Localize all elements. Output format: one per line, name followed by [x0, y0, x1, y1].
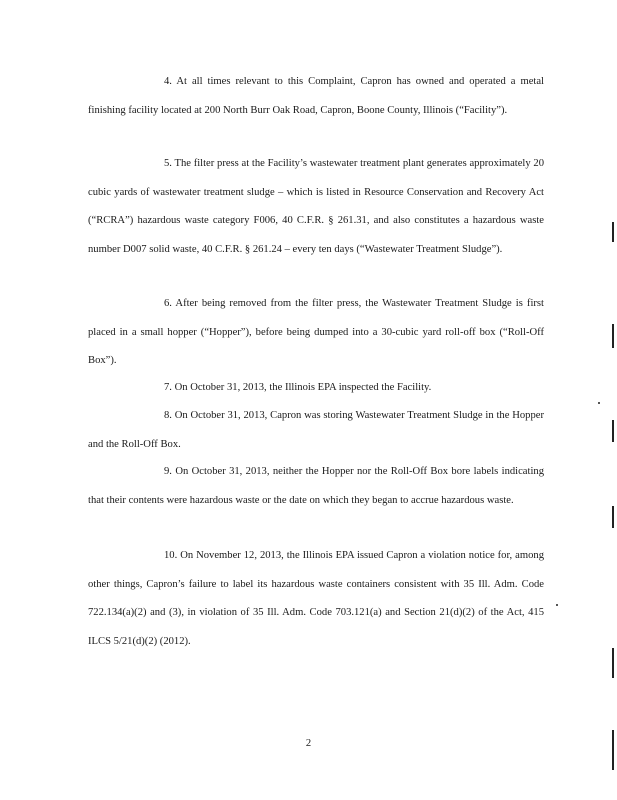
paragraph-number: 4. [164, 76, 172, 87]
paragraph-7 [88, 374, 544, 403]
page-number: 2 [305, 738, 312, 749]
paragraph-number: 8. [164, 410, 172, 421]
scan-margin-mark [612, 506, 614, 528]
paragraph-text: On October 31, 2013, the Illinois EPA inspected the Facility. [174, 382, 432, 393]
scan-margin-mark [612, 222, 614, 242]
paragraph-text: At all times relevant to this Complaint, Capron has owned and operated a metal finishing facility located at 200 North Burr Oak Road, Capron, Boone County, Illinois (“Facility”). [88, 76, 544, 116]
paragraph-text: After being removed from the filter press, the Wastewater Treatment Sludge is first placed in a small hopper (“Hopper”), before being dumped into a 30-cubic yard roll-off box (“Roll-Off Box”). [88, 298, 544, 367]
scan-margin-mark [612, 730, 614, 770]
paragraph-number: 7. [164, 382, 172, 393]
scan-margin-mark [612, 648, 614, 678]
paragraph-4 [88, 68, 544, 125]
paragraph-text: On November 12, 2013, the Illinois EPA issued Capron a violation notice for, among other things, Capron’s failure to label its hazardous waste containers consistent with 35 Ill. Adm. Code 722.134(a)(2) and (3), in violation of 35 Ill. Adm. Code 703.121(a) and Section 21(d)(2) of the Act, 415 ILCS 5/21(d)(2) (2012). [88, 550, 544, 647]
scan-margin-mark [612, 324, 614, 348]
paragraph-8 [88, 402, 544, 459]
paragraph-text: On October 31, 2013, Capron was storing Wastewater Treatment Sludge in the Hopper and the Roll-Off Box. [88, 410, 544, 450]
paragraph-10 [88, 542, 544, 656]
scan-speck [556, 604, 558, 606]
paragraph-number: 10. [164, 550, 178, 561]
scan-speck [598, 402, 600, 404]
paragraph-6 [88, 290, 544, 376]
scan-margin-mark [612, 420, 614, 442]
paragraph-text: The filter press at the Facility’s wastewater treatment plant generates approximately 20 cubic yards of wastewater treatment sludge – which is listed in Resource Conservation and Recovery Act (“RCRA”) hazardous waste category F006, 40 C.F.R. § 261.31, and also constitutes a hazardous waste number D007 solid waste, 40 C.F.R. § 261.24 – every ten days (“Wastewater Treatment Sludge”). [88, 158, 544, 255]
paragraph-text: On October 31, 2013, neither the Hopper nor the Roll-Off Box bore labels indicating that their contents were hazardous waste or the date on which they began to accrue hazardous waste. [88, 466, 544, 506]
paragraph-9 [88, 458, 544, 515]
paragraph-number: 9. [164, 466, 172, 477]
paragraph-number: 6. [164, 298, 172, 309]
paragraph-5 [88, 150, 544, 264]
paragraph-number: 5. [164, 158, 172, 169]
